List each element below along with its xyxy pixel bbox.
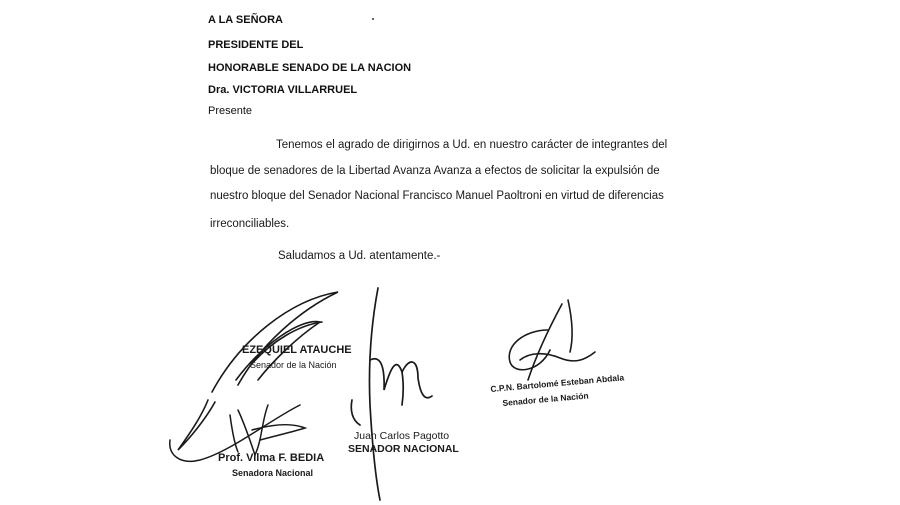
signature-2-title: Senadora Nacional [232, 468, 314, 478]
signature-1-name: EZEQUIEL ATAUCHE [242, 344, 352, 356]
signature-3-title: SENADOR NACIONAL [348, 443, 459, 455]
signature-1-title: Senador de la Nación [250, 360, 337, 370]
recipient-line-5: Presente [208, 105, 253, 117]
recipient-line-1: A LA SEÑORA [208, 14, 283, 26]
signature-abdala [509, 300, 595, 380]
recipient-line-4: Dra. VICTORIA VILLARRUEL [208, 84, 358, 96]
signature-2-name: Prof. Vilma F. BEDIA [218, 452, 325, 464]
recipient-line-3: HONORABLE SENADO DE LA NACION [208, 62, 412, 74]
closing-line: Saludamos a Ud. atentamente.- [278, 250, 441, 262]
body-line-3: nuestro bloque del Senador Nacional Francisco Manuel Paoltroni en virtud de diferencias [210, 190, 664, 202]
signature-atauche [178, 292, 338, 450]
scan-speck [372, 18, 374, 20]
body-line-2: bloque de senadores de la Libertad Avanza Avanza a efectos de solicitar la expulsión de [210, 165, 660, 177]
signature-4-name: C.P.N. Bartolomé Esteban Abdala [490, 372, 625, 394]
body-line-1: Tenemos el agrado de dirigirnos a Ud. en nuestro carácter de integrantes del [276, 139, 668, 151]
recipient-line-2: PRESIDENTE DEL [208, 39, 304, 51]
signature-3-name: Juan Carlos Pagotto [354, 430, 450, 442]
body-line-4: irreconciliables. [210, 218, 290, 230]
signature-pagotto [351, 288, 432, 500]
signature-4-title: Senador de la Nación [502, 390, 589, 408]
